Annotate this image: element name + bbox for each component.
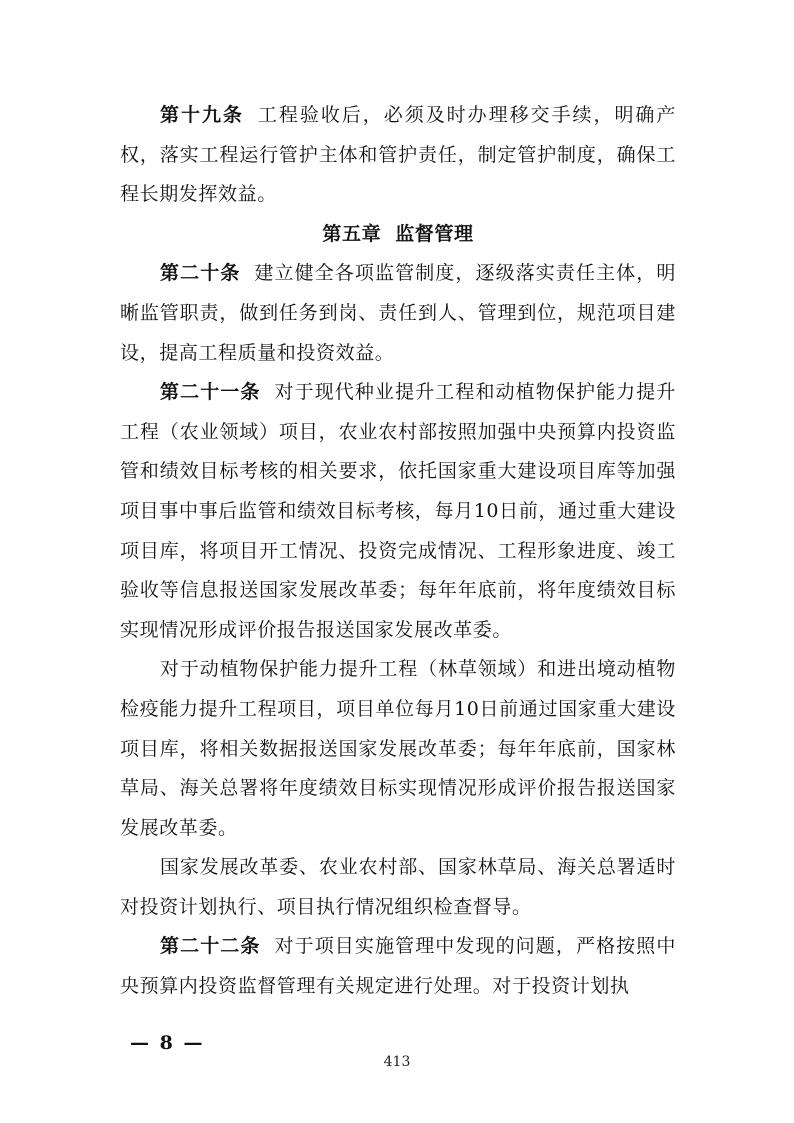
- sheet-number: 413: [383, 1054, 411, 1070]
- article-22-text: 对于项目实施管理中发现的问题，严格按照中央预算内投资监督管理有关规定进行处理。对于投资计划执: [120, 935, 676, 998]
- article-21-text: 对于现代种业提升工程和动植物保护能力提升工程（农业领域）项目，农业农村部按照加强中央预算内投资监管和绩效目标考核的相关要求，依托国家重大建设项目库等加强项目事中事后监管和绩效目标考核，每月10日前，通过重大建设项目库，将项目开工情况、投资完成情况、工程形象进度、竣工验收等信息报送国家发展改革委；每年年底前，将年度绩效目标实现情况形成评价报告报送国家发展改革委。: [120, 381, 676, 641]
- article-20-label: 第二十条: [160, 262, 241, 285]
- article-20: [120, 254, 676, 373]
- article-21-label: 第二十一条: [160, 381, 261, 404]
- page-number: — 8 —: [130, 1032, 205, 1054]
- article-19: [120, 96, 676, 215]
- article-20-text: 建立健全各项监管制度，逐级落实责任主体，明晰监管职责，做到任务到岗、责任到人、管理到位，规范项目建设，提高工程质量和投资效益。: [120, 262, 676, 364]
- chapter-heading: [120, 215, 676, 255]
- chapter-number: 第五章: [322, 222, 382, 245]
- article-21: [120, 373, 676, 650]
- article-19-text: 工程验收后，必须及时办理移交手续，明确产权，落实工程运行管护主体和管护责任，制定管护制度，确保工程长期发挥效益。: [120, 104, 676, 206]
- chapter-title: 监督管理: [395, 222, 474, 245]
- article-22-label: 第二十二条: [160, 935, 261, 958]
- article-19-label: 第十九条: [160, 104, 244, 126]
- article-22: [120, 927, 676, 1006]
- article-21-paragraph-3: 国家发展改革委、农业农村部、国家林草局、海关总署适时对投资计划执行、项目执行情况组织检查督导。: [120, 856, 676, 918]
- article-21-paragraph-2: 对于动植物保护能力提升工程（林草领域）和进出境动植物检疫能力提升工程项目，项目单位每月10日前通过国家重大建设项目库，将相关数据报送国家发展改革委；每年年底前，国家林草局、海关总署将年度绩效目标实现情况形成评价报告报送国家发展改革委。: [120, 658, 676, 839]
- document-body: [120, 96, 676, 1007]
